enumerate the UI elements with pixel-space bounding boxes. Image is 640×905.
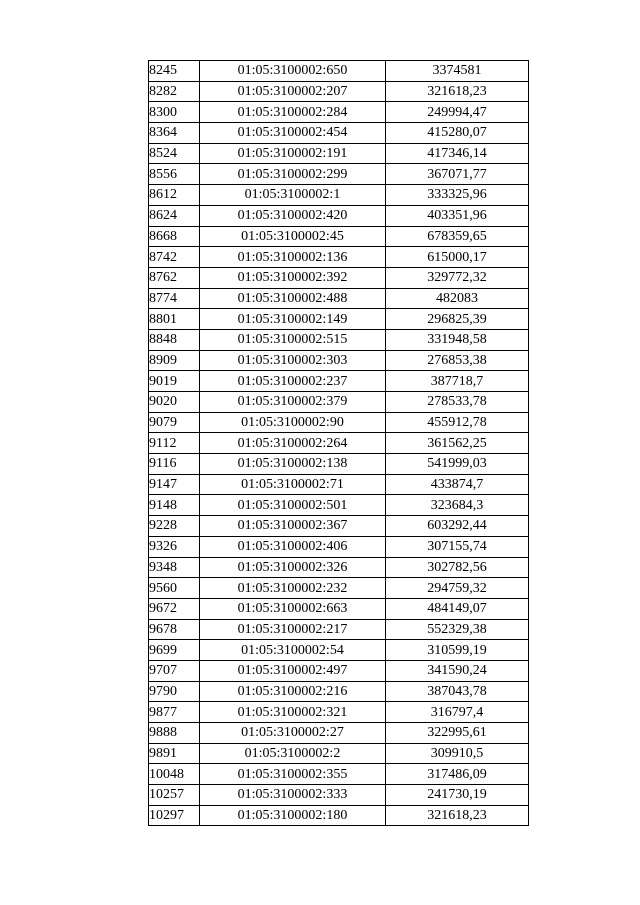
cadastral-number-cell: 01:05:3100002:45 [200,226,386,247]
value-cell: 329772,32 [386,267,529,288]
cadastral-number-cell: 01:05:3100002:326 [200,557,386,578]
cadastral-number-cell: 01:05:3100002:355 [200,764,386,785]
value-cell: 307155,74 [386,536,529,557]
value-cell: 317486,09 [386,764,529,785]
value-cell: 615000,17 [386,247,529,268]
row-number-cell: 8848 [149,329,200,350]
cadastral-number-cell: 01:05:3100002:420 [200,205,386,226]
cadastral-number-cell: 01:05:3100002:488 [200,288,386,309]
cadastral-number-cell: 01:05:3100002:149 [200,309,386,330]
value-cell: 387718,7 [386,371,529,392]
table-row [149,102,529,123]
cadastral-number-cell: 01:05:3100002:501 [200,495,386,516]
value-cell: 361562,25 [386,433,529,454]
cadastral-number-cell: 01:05:3100002:138 [200,454,386,475]
cadastral-number-cell: 01:05:3100002:191 [200,143,386,164]
row-number-cell: 9790 [149,681,200,702]
table-row [149,764,529,785]
value-cell: 302782,56 [386,557,529,578]
table-row [149,247,529,268]
row-number-cell: 9079 [149,412,200,433]
cadastral-number-cell: 01:05:3100002:333 [200,785,386,806]
table-row [149,185,529,206]
value-cell: 276853,38 [386,350,529,371]
cadastral-number-cell: 01:05:3100002:392 [200,267,386,288]
table-row [149,474,529,495]
cadastral-number-cell: 01:05:3100002:90 [200,412,386,433]
cadastral-number-cell: 01:05:3100002:321 [200,702,386,723]
cadastral-number-cell: 01:05:3100002:54 [200,640,386,661]
table-row [149,495,529,516]
table-row [149,61,529,82]
cadastral-number-cell: 01:05:3100002:232 [200,578,386,599]
value-cell: 3374581 [386,61,529,82]
row-number-cell: 8612 [149,185,200,206]
cadastral-value-table [148,60,529,826]
value-cell: 415280,07 [386,123,529,144]
table-row [149,723,529,744]
cadastral-number-cell: 01:05:3100002:207 [200,81,386,102]
value-cell: 484149,07 [386,598,529,619]
table-row [149,412,529,433]
cadastral-number-cell: 01:05:3100002:367 [200,516,386,537]
table-row [149,516,529,537]
row-number-cell: 8300 [149,102,200,123]
table-row [149,598,529,619]
table-row [149,743,529,764]
value-cell: 341590,24 [386,660,529,681]
row-number-cell: 9877 [149,702,200,723]
value-cell: 321618,23 [386,81,529,102]
row-number-cell: 9699 [149,640,200,661]
table-row [149,660,529,681]
row-number-cell: 9672 [149,598,200,619]
table-row [149,557,529,578]
table-row [149,267,529,288]
value-cell: 678359,65 [386,226,529,247]
table-row [149,288,529,309]
cadastral-number-cell: 01:05:3100002:2 [200,743,386,764]
cadastral-number-cell: 01:05:3100002:216 [200,681,386,702]
value-cell: 433874,7 [386,474,529,495]
row-number-cell: 9707 [149,660,200,681]
table-row [149,371,529,392]
table-row [149,578,529,599]
cadastral-number-cell: 01:05:3100002:663 [200,598,386,619]
value-cell: 367071,77 [386,164,529,185]
value-cell: 333325,96 [386,185,529,206]
row-number-cell: 9148 [149,495,200,516]
cadastral-number-cell: 01:05:3100002:180 [200,805,386,826]
table-row [149,702,529,723]
row-number-cell: 9560 [149,578,200,599]
row-number-cell: 8909 [149,350,200,371]
cadastral-number-cell: 01:05:3100002:515 [200,329,386,350]
value-cell: 417346,14 [386,143,529,164]
cadastral-number-cell: 01:05:3100002:284 [200,102,386,123]
value-cell: 403351,96 [386,205,529,226]
table-row [149,81,529,102]
value-cell: 309910,5 [386,743,529,764]
value-cell: 552329,38 [386,619,529,640]
table-row [149,454,529,475]
row-number-cell: 9112 [149,433,200,454]
table-row [149,164,529,185]
value-cell: 541999,03 [386,454,529,475]
row-number-cell: 8245 [149,61,200,82]
cadastral-number-cell: 01:05:3100002:237 [200,371,386,392]
row-number-cell: 9228 [149,516,200,537]
row-number-cell: 8762 [149,267,200,288]
table-row [149,143,529,164]
row-number-cell: 8668 [149,226,200,247]
row-number-cell: 9116 [149,454,200,475]
row-number-cell: 8774 [149,288,200,309]
value-cell: 482083 [386,288,529,309]
cadastral-number-cell: 01:05:3100002:454 [200,123,386,144]
cadastral-number-cell: 01:05:3100002:71 [200,474,386,495]
row-number-cell: 9891 [149,743,200,764]
cadastral-number-cell: 01:05:3100002:299 [200,164,386,185]
row-number-cell: 8742 [149,247,200,268]
value-cell: 278533,78 [386,392,529,413]
row-number-cell: 8364 [149,123,200,144]
table-row [149,205,529,226]
cadastral-number-cell: 01:05:3100002:379 [200,392,386,413]
table-row [149,640,529,661]
row-number-cell: 9326 [149,536,200,557]
row-number-cell: 9147 [149,474,200,495]
value-cell: 310599,19 [386,640,529,661]
cadastral-number-cell: 01:05:3100002:406 [200,536,386,557]
value-cell: 316797,4 [386,702,529,723]
value-cell: 455912,78 [386,412,529,433]
row-number-cell: 8282 [149,81,200,102]
row-number-cell: 9019 [149,371,200,392]
value-cell: 323684,3 [386,495,529,516]
cadastral-number-cell: 01:05:3100002:497 [200,660,386,681]
value-cell: 241730,19 [386,785,529,806]
cadastral-number-cell: 01:05:3100002:217 [200,619,386,640]
table-row [149,536,529,557]
row-number-cell: 9888 [149,723,200,744]
row-number-cell: 9020 [149,392,200,413]
row-number-cell: 8556 [149,164,200,185]
table-row [149,433,529,454]
row-number-cell: 10297 [149,805,200,826]
value-cell: 296825,39 [386,309,529,330]
table-row [149,619,529,640]
table-body [149,61,529,826]
table-row [149,392,529,413]
cadastral-number-cell: 01:05:3100002:1 [200,185,386,206]
value-cell: 331948,58 [386,329,529,350]
value-cell: 249994,47 [386,102,529,123]
table-row [149,805,529,826]
table-row [149,329,529,350]
table-row [149,785,529,806]
cadastral-number-cell: 01:05:3100002:650 [200,61,386,82]
row-number-cell: 9348 [149,557,200,578]
value-cell: 603292,44 [386,516,529,537]
table-row [149,309,529,330]
table-row [149,350,529,371]
cadastral-number-cell: 01:05:3100002:136 [200,247,386,268]
value-cell: 322995,61 [386,723,529,744]
table-row [149,123,529,144]
row-number-cell: 8524 [149,143,200,164]
value-cell: 294759,32 [386,578,529,599]
cadastral-number-cell: 01:05:3100002:303 [200,350,386,371]
value-cell: 321618,23 [386,805,529,826]
value-cell: 387043,78 [386,681,529,702]
table-row [149,681,529,702]
row-number-cell: 10048 [149,764,200,785]
row-number-cell: 9678 [149,619,200,640]
cadastral-number-cell: 01:05:3100002:264 [200,433,386,454]
row-number-cell: 8624 [149,205,200,226]
row-number-cell: 8801 [149,309,200,330]
row-number-cell: 10257 [149,785,200,806]
cadastral-number-cell: 01:05:3100002:27 [200,723,386,744]
table-row [149,226,529,247]
